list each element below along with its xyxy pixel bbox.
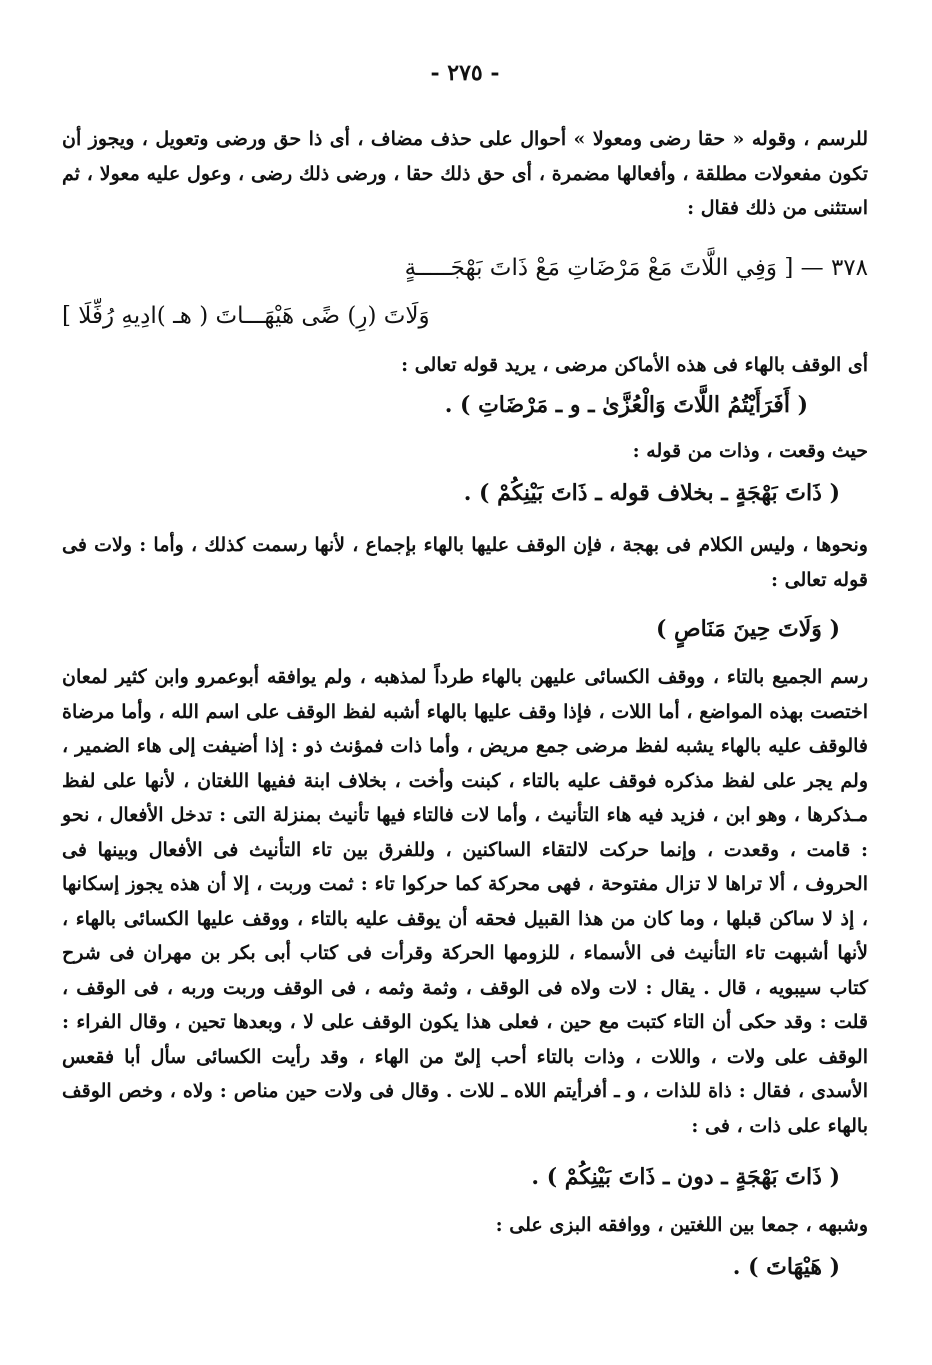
page-number: - ٢٧٥ -	[430, 60, 500, 86]
intro-paragraph-block	[62, 122, 868, 226]
quran-quote-3: ( وَلَاتَ حِينَ مَنَاصٍ )	[655, 616, 840, 642]
explanation-3: ونحوها ، وليس الكلام فى بهجة ، فإن الوقف عليها بالهاء بإجماع ، لأنها رسمت كذلك ، وأما : ولات فى قوله تعالى :	[62, 534, 868, 591]
explanation-4-block	[62, 1208, 868, 1243]
explanation-2-block	[62, 434, 868, 469]
book-page	[62, 0, 868, 1365]
explanation-3-block	[62, 528, 868, 597]
quran-quote-5: ( هَيْهَاتَ ) .	[732, 1254, 840, 1280]
quran-quote-4: ( ذَاتَ بَهْجَةٍ ـ دون ـ ذَاتَ بَيْنِكُمْ ) .	[531, 1164, 840, 1190]
explanation-4: وشبهه ، جمعا بين اللغتين ، ووافقه البزى على :	[495, 1214, 868, 1236]
explanation-2: حيث وقعت ، وذات من قوله :	[632, 440, 868, 462]
verse-line-2: وَلَاتَ (رِ) ضًى هَيْهَـــاتَ ( هـ )ادِيهِ رُفِّلَا ]	[62, 303, 430, 329]
quran-quote-2: ( ذَاتَ بَهْجَةٍ ـ بخلاف قوله ـ ذَاتَ بَيْنِكُمْ ) .	[463, 480, 840, 506]
intro-paragraph: للرسم ، وقوله « حقا رضى ومعولا » أحوال على حذف مضاف ، أى ذا حق ورضى وتعويل ، ويجوز أن تكون مفعولات مطلقة ، وأفعالها مضمرة ، أى حق ذلك حقا ، ورضى ذلك رضى ، وعول عليه معولا ، ثم استثنى من ذلك فقال :	[62, 128, 868, 219]
explanation-1: أى الوقف بالهاء فى هذه الأماكن مرضى ، يريد قوله تعالى :	[401, 354, 868, 376]
explanation-1-block	[62, 348, 868, 383]
main-paragraph: رسم الجميع بالتاء ، ووقف الكسائى عليهن بالهاء طرداً لمذهبه ، ولم يوافقه أبوعمرو وابن كثير لمعان اختصت بهذه المواضع ، أما اللات ، فإذا وقف عليها بالهاء أشبه لفظ الوقف على اسم الله ، وأما مرضاة فالوقف عليه بالهاء يشبه لفظ مرضى جمع مريض ، وأما ذات فمؤنث ذو : إذا أضيفت إلى هاء الضمير ، ولم يجر على لفظ مذكره فوقف عليه بالتاء ، كبنت وأخت ، بخلاف ابنة ففيها اللغتان ، لأنها على لفظ مـذكرها ، وهو ابن ، فزيد فيه هاء التأنيث ، وأما لات فالتاء فيها تأنيث بمنزلة التى : تدخل الأفعال ، نحو : قامت ، وقعدت ، وإنما حركت لالتقاء الساكنين ، وللفرق بين تاء التأنيث فى الأفعال وبينها فى الحروف ، ألا تراها لا تزال مفتوحة ، فهى محركة كما حركوا تاء : ثمت وربت ، إلا أن هذه يجوز إسكانها ، إذ لا ساكن قبلها ، وما كان من هذا القبيل فحقه أن يوقف عليه بالتاء ، ووقف عليها الكسائى بالهاء ، لأنها أشبهت تاء التأنيث فى الأسماء ، للزومها الحركة وقرأت فى كتاب أبى بكر بن مهران فى شرح كتاب سيبويه ، قال . يقال : لات ولاه فى الوقف ، وثمة وثمه ، فى الوقف وربت وربه ، فى الوقف ، قلت : وقد حكى أن التاء كتبت مع حين ، فعلى هذا يكون الوقف على لا ، وبعدها تحين ، وقال الفراء : الوقف على ولات ، واللات ، وذات بالتاء أحب إلىّ من الهاء ، وقد رأيت الكسائى سأل أبا فقعس الأسدى ، فقال : ذاة للذات ، و ـ أفرأيتم اللاه ـ للات . وقال فى ولات حين مناص : ولاه ، وخص الوقف بالهاء على ذات ، فى :	[62, 666, 868, 1137]
quran-quote-1: ( أَفَرَأَيْتُمُ اللَّاتَ وَالْعُزَّىٰ ـ و ـ مَرْضَاتِ ) .	[444, 392, 808, 418]
main-paragraph-block	[62, 660, 868, 1143]
verse-line-1: ٣٧٨ — [ وَفِي اللَّاتَ مَعْ مَرْضَاتِ مَعْ ذَاتَ بَهْجَـــــةٍ	[404, 255, 868, 281]
